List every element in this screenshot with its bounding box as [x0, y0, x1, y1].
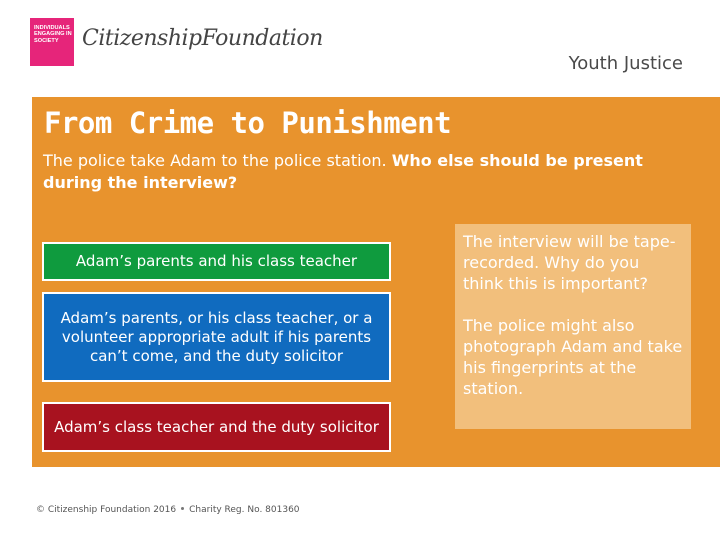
answer-option-label: Adam’s class teacher and the duty solicitor: [54, 417, 379, 436]
footer-copyright: © Citizenship Foundation 2016: [36, 505, 177, 515]
citizenship-foundation-wordmark: CitizenshipFoundation: [82, 26, 323, 51]
slide-title: From Crime to Punishment: [44, 106, 452, 140]
organisation-badge-logo: INDIVIDUALS ENGAGING IN SOCIETY: [30, 18, 74, 66]
info-note-fingerprints: The police might also photograph Adam and take his fingerprints at the station.: [463, 316, 683, 398]
footer: [36, 505, 300, 515]
footer-charity-number: Charity Reg. No. 801360: [189, 505, 300, 515]
answer-option-teacher-solicitor[interactable]: [42, 402, 391, 452]
section-label: Youth Justice: [568, 53, 683, 74]
answer-option-label: Adam’s parents and his class teacher: [75, 252, 358, 270]
info-note-recording: The interview will be tape-recorded. Why do you think this is important?: [463, 232, 676, 293]
answer-option-label: Adam’s parents, or his class teacher, or a volunteer appropriate adult if his parents can’t come, and the duty solicitor: [60, 308, 373, 365]
question-lead: The police take Adam to the police station.: [43, 151, 392, 170]
question-emphasis: Who else should be present during the interview?: [43, 151, 643, 192]
answer-option-appropriate-adult-solicitor[interactable]: [42, 292, 391, 382]
question-text: [43, 150, 663, 194]
info-note-box: [455, 224, 691, 429]
footer-separator: [181, 507, 184, 510]
answer-option-parents-teacher[interactable]: [42, 242, 391, 281]
